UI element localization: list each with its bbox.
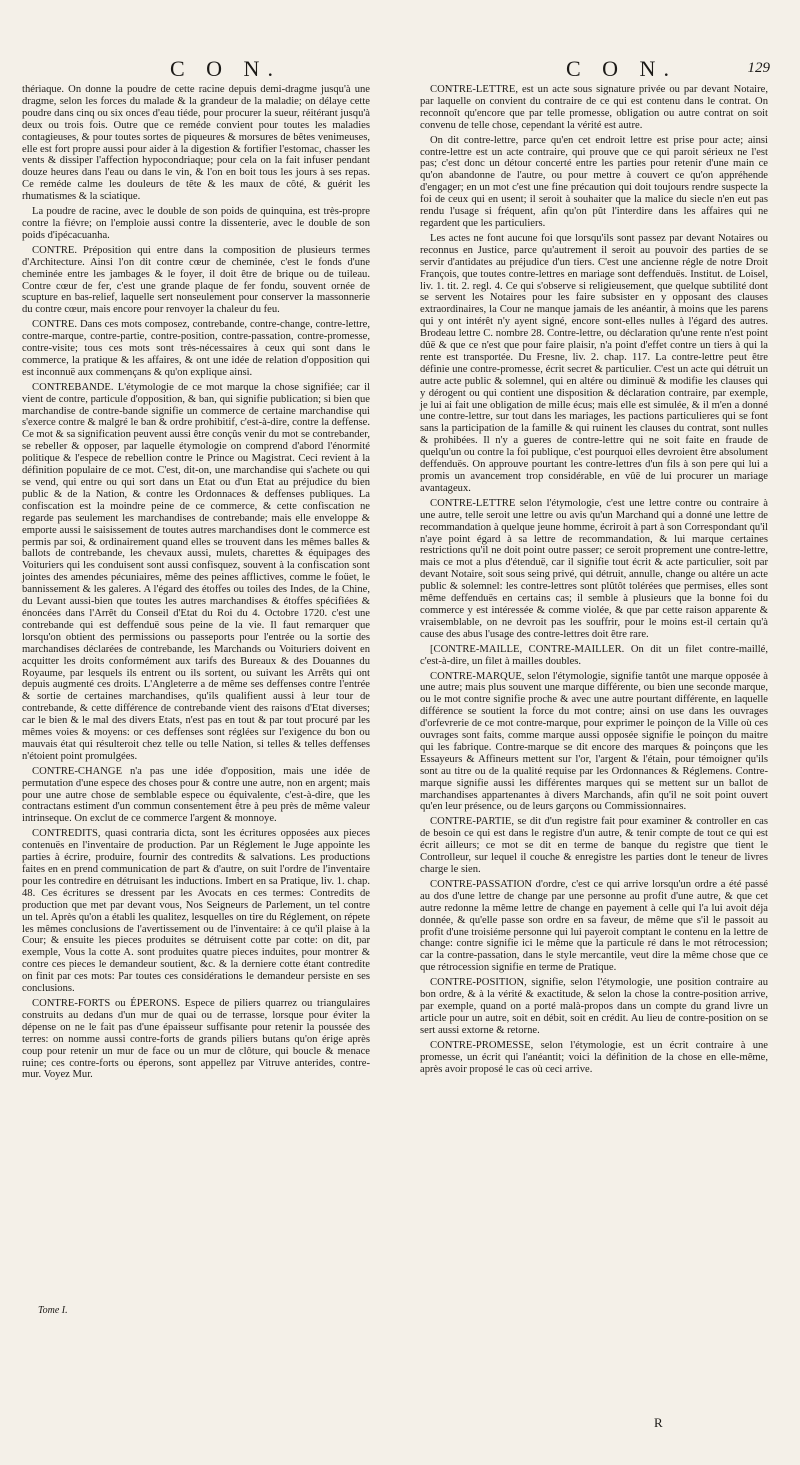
running-header: [0, 56, 800, 86]
paragraph: CONTRE-PARTIE, se dit d'un registre fait pour examiner & controller en cas de besoin ce qui est dans le registre d'un autre, & tenir compte de tout ce qui est écrit ailleurs; ce mot se dit en terme de banque du registre que tient le Controlleur, sur lequel il couche & enregistre les parties dont le teneur de livres charge le sien.: [420, 816, 768, 875]
paragraph: CONTRE. Dans ces mots composez, contrebande, contre-change, contre-lettre, contre-marque, contre-partie, contre-position, contre-passation, contre-promesse, contre-visite; tous ces mots sont très-nécessaires à ceux qui sont dans le commerce, la pratique & les affaires, & ont une idée de relation d'opposition qui est inconnuë aux commençans & qu'on explique ainsi.: [22, 319, 370, 378]
paragraph: CONTREDITS, quasi contraria dicta, sont les écritures opposées aux pieces contenuës en l'inventaire de production. Par un Réglement le Juge appointe les parties à écrire, produire, fournir des contredits & salvations. Les productions faites en en prend communication de part & d'autre, on suit l'ordre de l'inventaire pour les contredire en détruisant les inductions. Imbert en sa Pratique, liv. 1. chap. 48. Ces écritures se dressent par les Avocats en ces termes: Contredits de production que met par devant vous, Nos Seigneurs de Parlement, un tel contre un tel. Après qu'on a établi les qualitez, lesquelles on tire du Réglement, on répete les mêmes conclusions de l'avertissement ou de l'inventaire: à ce qu'il plaise à la Cour; & ensuite les pieces produites se détruisent cotte par cotte: on dit, par exemple, Vous la cotte A. sont produites quatre pieces induites, pour montrer & contre ces pieces le demandeur soutient, &c. & la derniere cotte étant contredite on finit par ces mots: Par toutes ces considérations le demandeur persiste en ses conclusions.: [22, 828, 370, 995]
right-column: [420, 84, 768, 1078]
paragraph: CONTRE-FORTS ou ÉPERONS. Espece de piliers quarrez ou triangulaires construits au dedans d'un mur de quai ou de terrasse, lorsque pour éviter la dépense on ne le fait pas d'une épaisseur suffisante pour retenir la poussée des terres: on nomme aussi contre-forts de grands piliers butans qu'on érige après coup pour retenir un mur de face ou un mur de clôture, qui boucle & menace ruine; ces contre-forts ou éperons, sont appellez par Vitruve anterides, contre-mur. Voyez Mur.: [22, 997, 370, 1081]
paragraph: CONTRE-LETTRE selon l'étymologie, c'est une lettre contre ou contraire à une autre, telle seroit une lettre ou avis qu'un Marchand qui a donné une lettre de recommandation à quelque jeune homme, écriroit à part à son Correspondant qu'il n'aye point égard à sa lettre de recommandation, & lui marque certaines restrictions qu'il ne doit point outre passer; ce seroit proprement une contre-lettre, mais ce mot a plus d'étenduë, car il signifie tout écrit & acte particulier, soit par devant Notaire, soit sous seing privé, qui détruit, annulle, change ou altére un acte public & solemnel: les contre-lettres sont plûtôt tolérées que permises, elles sont même deffenduës en certains cas; il semble à plusieurs que la bonne foi du commerce y est intéressée & comme violée, & que par cette raison apparente & vraisemblable, on ne devroit pas les souffrir, pour le moins est-il certain qu'à cause des abus l'usage des contre-lettres doit être rare.: [420, 497, 768, 640]
paragraph: CONTRE-PROMESSE, selon l'étymologie, est un écrit contraire à une promesse, un écrit qui l'anéantit; voici la définition de la chose en elle-même, après avoir proposé le cas où ceci arrive.: [420, 1039, 768, 1075]
paragraph: CONTREBANDE. L'étymologie de ce mot marque la chose signifiée; car il vient de contre, particule d'opposition, & ban, qui signifie publication; si bien que marchandise de contre-bande signifie un commerce de certaine marchandise qui s'exerce contre & malgré le ban & ordre prohibitif, c'est-à-dire, contre la deffense. Ce mot & sa signification peuvent aussi être conçûs venir du mot se contrebander, se rebeller & opposer, par laquelle étymologie on comprend d'abord l'énormité politique & l'espece de rebellion contre le Prince ou Magistrat. Ceci revient à la définition populaire de ce mot. C'est, dit-on, une marchandise qui s'achete ou qui se vend, qui entre ou qui sort dans un Etat ou d'un Etat au préjudice du bien public & de la Nation, & contre les Ordonnaces & deffenses publiques. La confiscation est la moindre peine de ce commerce, & cette confiscation ne regarde pas seulement les marchandises de contrebande; mais elle enveloppe & emporte aussi le saisissement de toutes autres marchandises dont le commerce est permis par soi, & ordinairement quand elles se trouvent dans les mêmes balles & ballots de contrebande, les chevaux aussi, mulets, charettes & équipages des Voituriers qui les conduisent sont aussi confisquez, souvent à la confiscation sont jointes des amendes pécuniaires, même des peines afflictives, comme le foüet, le bannissement & les galeres. A l'égard des étoffes ou toiles des Indes, de la Chine, du Levant aussi-bien que toutes les autres marchandises & étoffes spécifiées & énoncées dans l'Arrêt du Conseil d'Etat du Roi du 4. Octobre 1720. c'est une contrebande qui est deffenduë sous peine de la vie. Il faut remarquer que lorsqu'on obtient des permissions ou passeports pour l'entrée ou la sortie des marchandises déclarées de contrebande, les Marchands ou Voituriers doivent en acquitter les droits conformément aux tarifs des Bureaux & des Douannes du Royaume, par lesquels ils entrent ou ils sortent, ou suivant les Arrêts qui ont depuis augmenté ces droits. L'Angleterre a de même ses deffenses contre l'entrée & sortie de certaines marchandises, qu'ils qualifient aussi à leur tour de contrebande, & cette différence de contrebande vient des raisons d'Etat diverses; car le bien & le mal des divers Etats, n'est pas en tout & par tout procuré par les mêmes voies & moyens: or ces deffenses sont réglées sur l'exigence du bon ou mauvais état qui résulteroit chez telle ou telle Nation, si telles & telles deffenses n'étoient point promulgées.: [22, 381, 370, 762]
signature-mark: R: [654, 1415, 663, 1430]
paragraph: La poudre de racine, avec le double de son poids de quinquina, est très-propre contre la fiévre; on l'emploie aussi contre la dissenterie, avec le double de son poids d'ipécacuanha.: [22, 206, 370, 241]
paragraph: CONTRE-PASSATION d'ordre, c'est ce qui arrive lorsqu'un ordre a été passé au dos d'une lettre de change par une personne au profit d'une autre, & que cet autre redonne la même lettre de change en payement à celle qui l'a lui avoit déja donnée, & qu'elle passe son ordre en sa faveur, de même que s'il le passoit au profit d'une troisiéme personne qui lui payeroit comptant le contenu en la lettre de change: contre signifie ici le même que la particule ré dans le mot rétrocession; car la contre-passation, dans le style mercantile, veut dire la même chose que ce que rétrocession signifie en terme de Pratique.: [420, 878, 768, 974]
header-left: C O N.: [170, 56, 281, 81]
paragraph: CONTRE. Préposition qui entre dans la composition de plusieurs termes d'Architecture. Ainsi l'on dit contre cœur de cheminée, c'est le fonds d'une cheminée entre les jambages & le foyer, il doit être de brique ou de tuileau. Contre cœur de fer, c'est une grande plaque de fer fondu, souvent ornée de scupture en bas-relief, laquelle sert nonseulement pour conserver la massonnerie du contre cœur, mais encore pour renvoyer la chaleur du feu.: [22, 244, 370, 316]
page-number: 129: [747, 60, 770, 76]
paragraph: CONTRE-CHANGE n'a pas une idée d'opposition, mais une idée de permutation d'une espece des choses pour & contre une autre, non en argent; mais pour une autre chose de semblable espece ou équivalente, c'est-à-dire, que les contractans estiment d'un commun consentement être à peu près de même valeur intrinseque. On exclut de ce commerce l'argent & monnoye.: [22, 765, 370, 825]
paragraph: Les actes ne font aucune foi que lorsqu'ils sont passez par devant Notaires ou reconnus en Justice, parce qu'autrement il seroit au pouvoir des parties de se servir d'antidates au préjudice d'un tiers. C'est une ancienne régle de notre Droit François, que toutes contre-lettres en mariage sont deffenduës. Institut. de Loisel, liv. 1. tit. 2. regl. 4. Ce qui s'observe si religieusement, que quelque subtilité dont se servent les Notaires pour les faire subsister en y opposant des clauses extraordinaires, la Cour ne manque jamais de les anéantir, à moins que les parens qui y ont intérêt n'y ayent signé, encore sont-elles nulles à l'égard des autres. Brodeau lettre C. nombre 28. Contre-lettre, ou déclaration qu'une rente n'est point dûë & que ce n'est que pour faire plaisir, n'a point d'effet contre un tiers à qui la rente est transportée. Du Fresne, liv. 2. chap. 117. La contre-lettre peut être définie une contre-promesse, écrit secret & particulier. C'est un acte qui détruit un autre acte public & solemnel, qui en altére ou diminuë & modifie les clauses qui y dérogent ou qui contient une disposition & déclaration contraire, par exemple, je lui ai fait une obligation de mille écus; mais elle est simulée, & il m'en a donné une contre-lettre, sur tout dans les mariages, les pactions particulieres qui se font sans la participation de la famille & qui ruinent les clauses du contrat, sont nulles & prohibées. Il n'y a gueres de contre-lettre qui ne soit faite en fraude de quelqu'un ou contre la foi publique, c'est pourquoi elles devroient être absolument deffenduës. On approuve pourtant les contre-lettres d'un fils à son pere qui lui a promis un avancement trop considérable, en vûë de lui procurer un mariage avantageux.: [420, 232, 768, 494]
volume-label: Tome I.: [38, 1305, 68, 1316]
header-right: C O N.: [566, 56, 677, 81]
paragraph: On dit contre-lettre, parce qu'en cet endroit lettre est prise pour acte; ainsi contre-lettre est un acte contraire, qui prouve que ce qui paroit sérieux ne l'est pas; c'est donc un détour concerté entre les parties pour retenir d'une main ce qu'on abandonne de l'autre, ou pour mettre à couvert ce qu'on appréhende d'engager; en un mot c'est une fine précaution qui doit toujours rendre suspecte la foi de ceux qui en usent; il seroit à souhaiter que la malice du siecle n'en eut pas rendu l'usage si fréquent, afin qu'on pût l'interdire dans les affaires qui ne regardent que les particuliers.: [420, 134, 768, 229]
left-column: [22, 84, 370, 1084]
paragraph: CONTRE-LETTRE, est un acte sous signature privée ou par devant Notaire, par laquelle on convient du contraire de ce qui est contenu dans le contrat. On reconnoît qu'encore que par telle promesse, obligation ou autre contrat on soit convenu de telle chose, cependant la vérité est autre.: [420, 84, 768, 131]
paragraph: CONTRE-POSITION, signifie, selon l'étymologie, une position contraire au bon ordre, & à la vérité & exactitude, & selon la chose la contre-position arrive, par exemple, quand on a porté malà-propos dans un compte du grand livre un article pour un autre, soit en débit, soit en crédit. Au lieu de contre-position on se sert aussi extorne & retorne.: [420, 977, 768, 1036]
paragraph: thériaque. On donne la poudre de cette racine depuis demi-dragme jusqu'à une dragme, selon les forces du malade & la grandeur de la maladie; on délaye cette poudre dans cinq ou six onces d'eau tiéde, pour procurer la sueur, réitérant jusqu'à deux ou trois fois. Outre que ce reméde convient pour toutes les maladies contagieuses, & pour toutes sortes de piqueures & morsures de bêtes venimeuses, elle est fort propre aussi pour aider à la digestion & fortifier l'estomac, chasser les vents & dissiper l'affection hypocondriaque; pour cela on la fait infuser pendant douze heures dans l'eau ou dans le vin, & l'on en boit tous les jours à ses repas. Ce reméde calme les douleurs de tête & les maux de côté, & guérit les rhumatismes & la sciatique.: [22, 84, 370, 203]
paragraph: CONTRE-MARQUE, selon l'étymologie, signifie tantôt une marque opposée à une autre; mais plus souvent une marque différente, ou bien une seconde marque, ou le mot contre signifie proche & avec une autre pourtant différente, en laquelle différence se soutient la force du mot contre; ainsi on use dans les ouvrages d'orfevrerie de ce mot contre-marque, pour exprimer le poinçon de la Ville où ces ouvrages sont faits, comme marque aussi opposée signifie le poinçon du maitre qui les fabrique. Contre-marque se dit encore des marques & poinçons que les Essayeurs & Affineurs mettent sur l'or, l'argent & l'étain, pour témoigner qu'ils sont au titre ou de la qualité requise par les Ordonnances & Réglemens. Contre-marque signifie aussi les différentes marques qui se mettent sur un ballot de marchandises appartenantes à divers Marchands, afin qu'il ne soit point ouvert qu'en leur présence, ou de leurs garçons ou Commissionnaires.: [420, 670, 768, 813]
paragraph: [CONTRE-MAILLE, CONTRE-MAILLER. On dit un filet contre-maillé, c'est-à-dire, un filet à mailles doubles.: [420, 643, 768, 667]
